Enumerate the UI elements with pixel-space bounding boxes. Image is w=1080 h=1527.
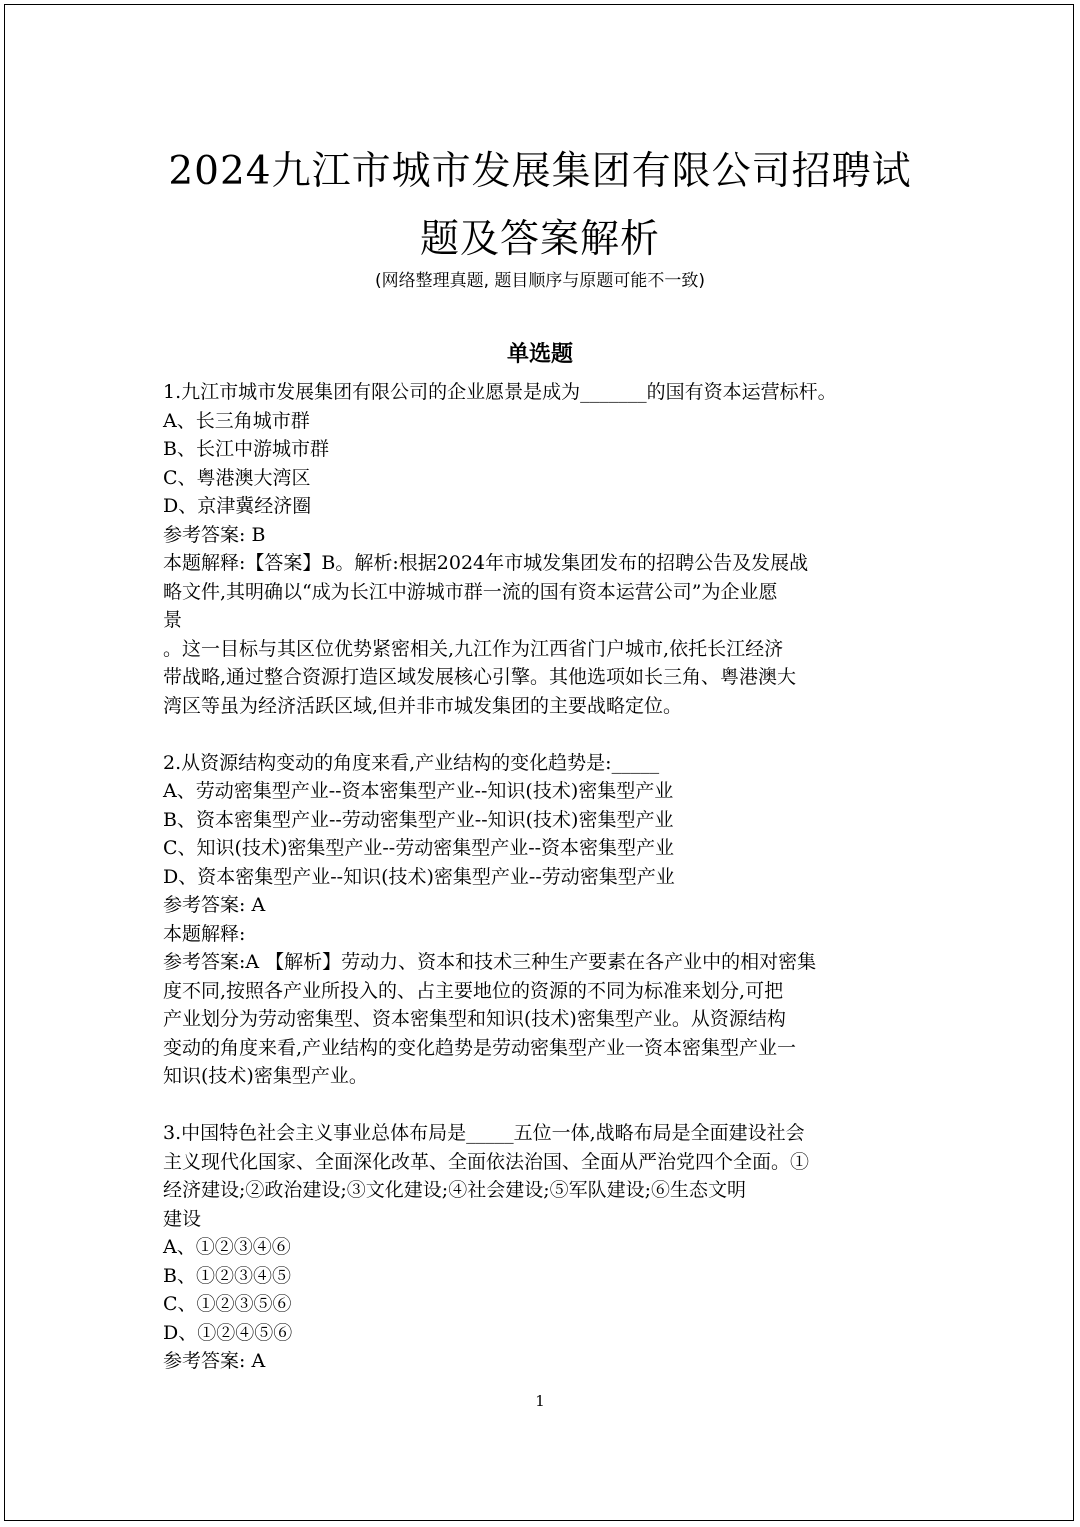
question-list (163, 378, 923, 1376)
question-stem: 3.中国特色社会主义事业总体布局是_____五位一体,战略布局是全面建设社会 (163, 1122, 805, 1144)
section-heading: 单选题 (506, 342, 573, 367)
question-2 (163, 749, 923, 1091)
option-c: C、知识(技术)密集型产业--劳动密集型产业--资本密集型产业 (163, 837, 675, 859)
document-title-line-1: 2024九江市城市发展集团有限公司招聘试 (168, 149, 912, 194)
document-title-line-2: 题及答案解析 (419, 217, 660, 262)
explanation-line: 本题解释: (163, 922, 246, 945)
question-spacer (163, 720, 923, 749)
option-a: A、劳动密集型产业--资本密集型产业--知识(技术)密集型产业 (163, 780, 674, 802)
option-b: B、①②③④⑤ (163, 1264, 291, 1287)
option-d: D、资本密集型产业--知识(技术)密集型产业--劳动密集型产业 (163, 865, 675, 888)
question-stem: 经济建设;②政治建设;③文化建设;④社会建设;⑤军队建设;⑥生态文明 (163, 1179, 747, 1201)
explanation-line: 本题解释:【答案】B。解析:根据2024年市城发集团发布的招聘公告及发展战 (163, 552, 809, 574)
question-1 (163, 378, 923, 720)
explanation-line: 。这一目标与其区位优势紧密相关,九江作为江西省门户城市,依托长江经济 (163, 637, 784, 660)
explanation-line: 景 (163, 609, 183, 631)
explanation-line: 带战略,通过整合资源打造区域发展核心引擎。其他选项如长三角、粤港澳大 (163, 666, 797, 688)
page-number: 1 (535, 1392, 545, 1410)
option-a: A、长三角城市群 (163, 409, 310, 432)
question-stem: 2.从资源结构变动的角度来看,产业结构的变化趋势是:_____ (163, 751, 660, 774)
explanation-line: 知识(技术)密集型产业。 (163, 1065, 368, 1087)
question-stem: 主义现代化国家、全面深化改革、全面依法治国、全面从严治党四个全面。① (163, 1150, 810, 1173)
option-c: C、粤港澳大湾区 (163, 466, 311, 489)
explanation-line: 参考答案:A 【解析】劳动力、资本和技术三种生产要素在各产业中的相对密集 (163, 951, 817, 973)
reference-answer: 参考答案: A (163, 894, 266, 916)
reference-answer: 参考答案: A (163, 1350, 266, 1372)
explanation-line: 度不同,按照各产业所投入的、占主要地位的资源的不同为标准来划分,可把 (163, 979, 784, 1002)
explanation-line: 略文件,其明确以“成为长江中游城市群一流的国有资本运营公司”为企业愿 (163, 580, 778, 603)
option-b: B、长江中游城市群 (163, 438, 329, 460)
reference-answer: 参考答案: B (163, 523, 266, 546)
question-stem: 1.九江市城市发展集团有限公司的企业愿景是成为_______的国有资本运营标杆。 (163, 381, 837, 403)
option-a: A、①②③④⑥ (163, 1236, 291, 1258)
question-3 (163, 1119, 923, 1376)
option-d: D、京津冀经济圈 (163, 495, 312, 517)
explanation-line: 产业划分为劳动密集型、资本密集型和知识(技术)密集型产业。从资源结构 (163, 1008, 786, 1030)
question-stem: 建设 (163, 1207, 202, 1230)
option-d: D、①②④⑤⑥ (163, 1321, 293, 1344)
explanation-line: 湾区等虽为经济活跃区域,但并非市城发集团的主要战略定位。 (163, 694, 683, 717)
question-spacer (163, 1091, 923, 1120)
option-b: B、资本密集型产业--劳动密集型产业--知识(技术)密集型产业 (163, 808, 674, 831)
option-c: C、①②③⑤⑥ (163, 1293, 292, 1315)
explanation-line: 变动的角度来看,产业结构的变化趋势是劳动密集型产业一资本密集型产业一 (163, 1036, 797, 1059)
source-note: (网络整理真题, 题目顺序与原题可能不一致) (374, 271, 706, 291)
